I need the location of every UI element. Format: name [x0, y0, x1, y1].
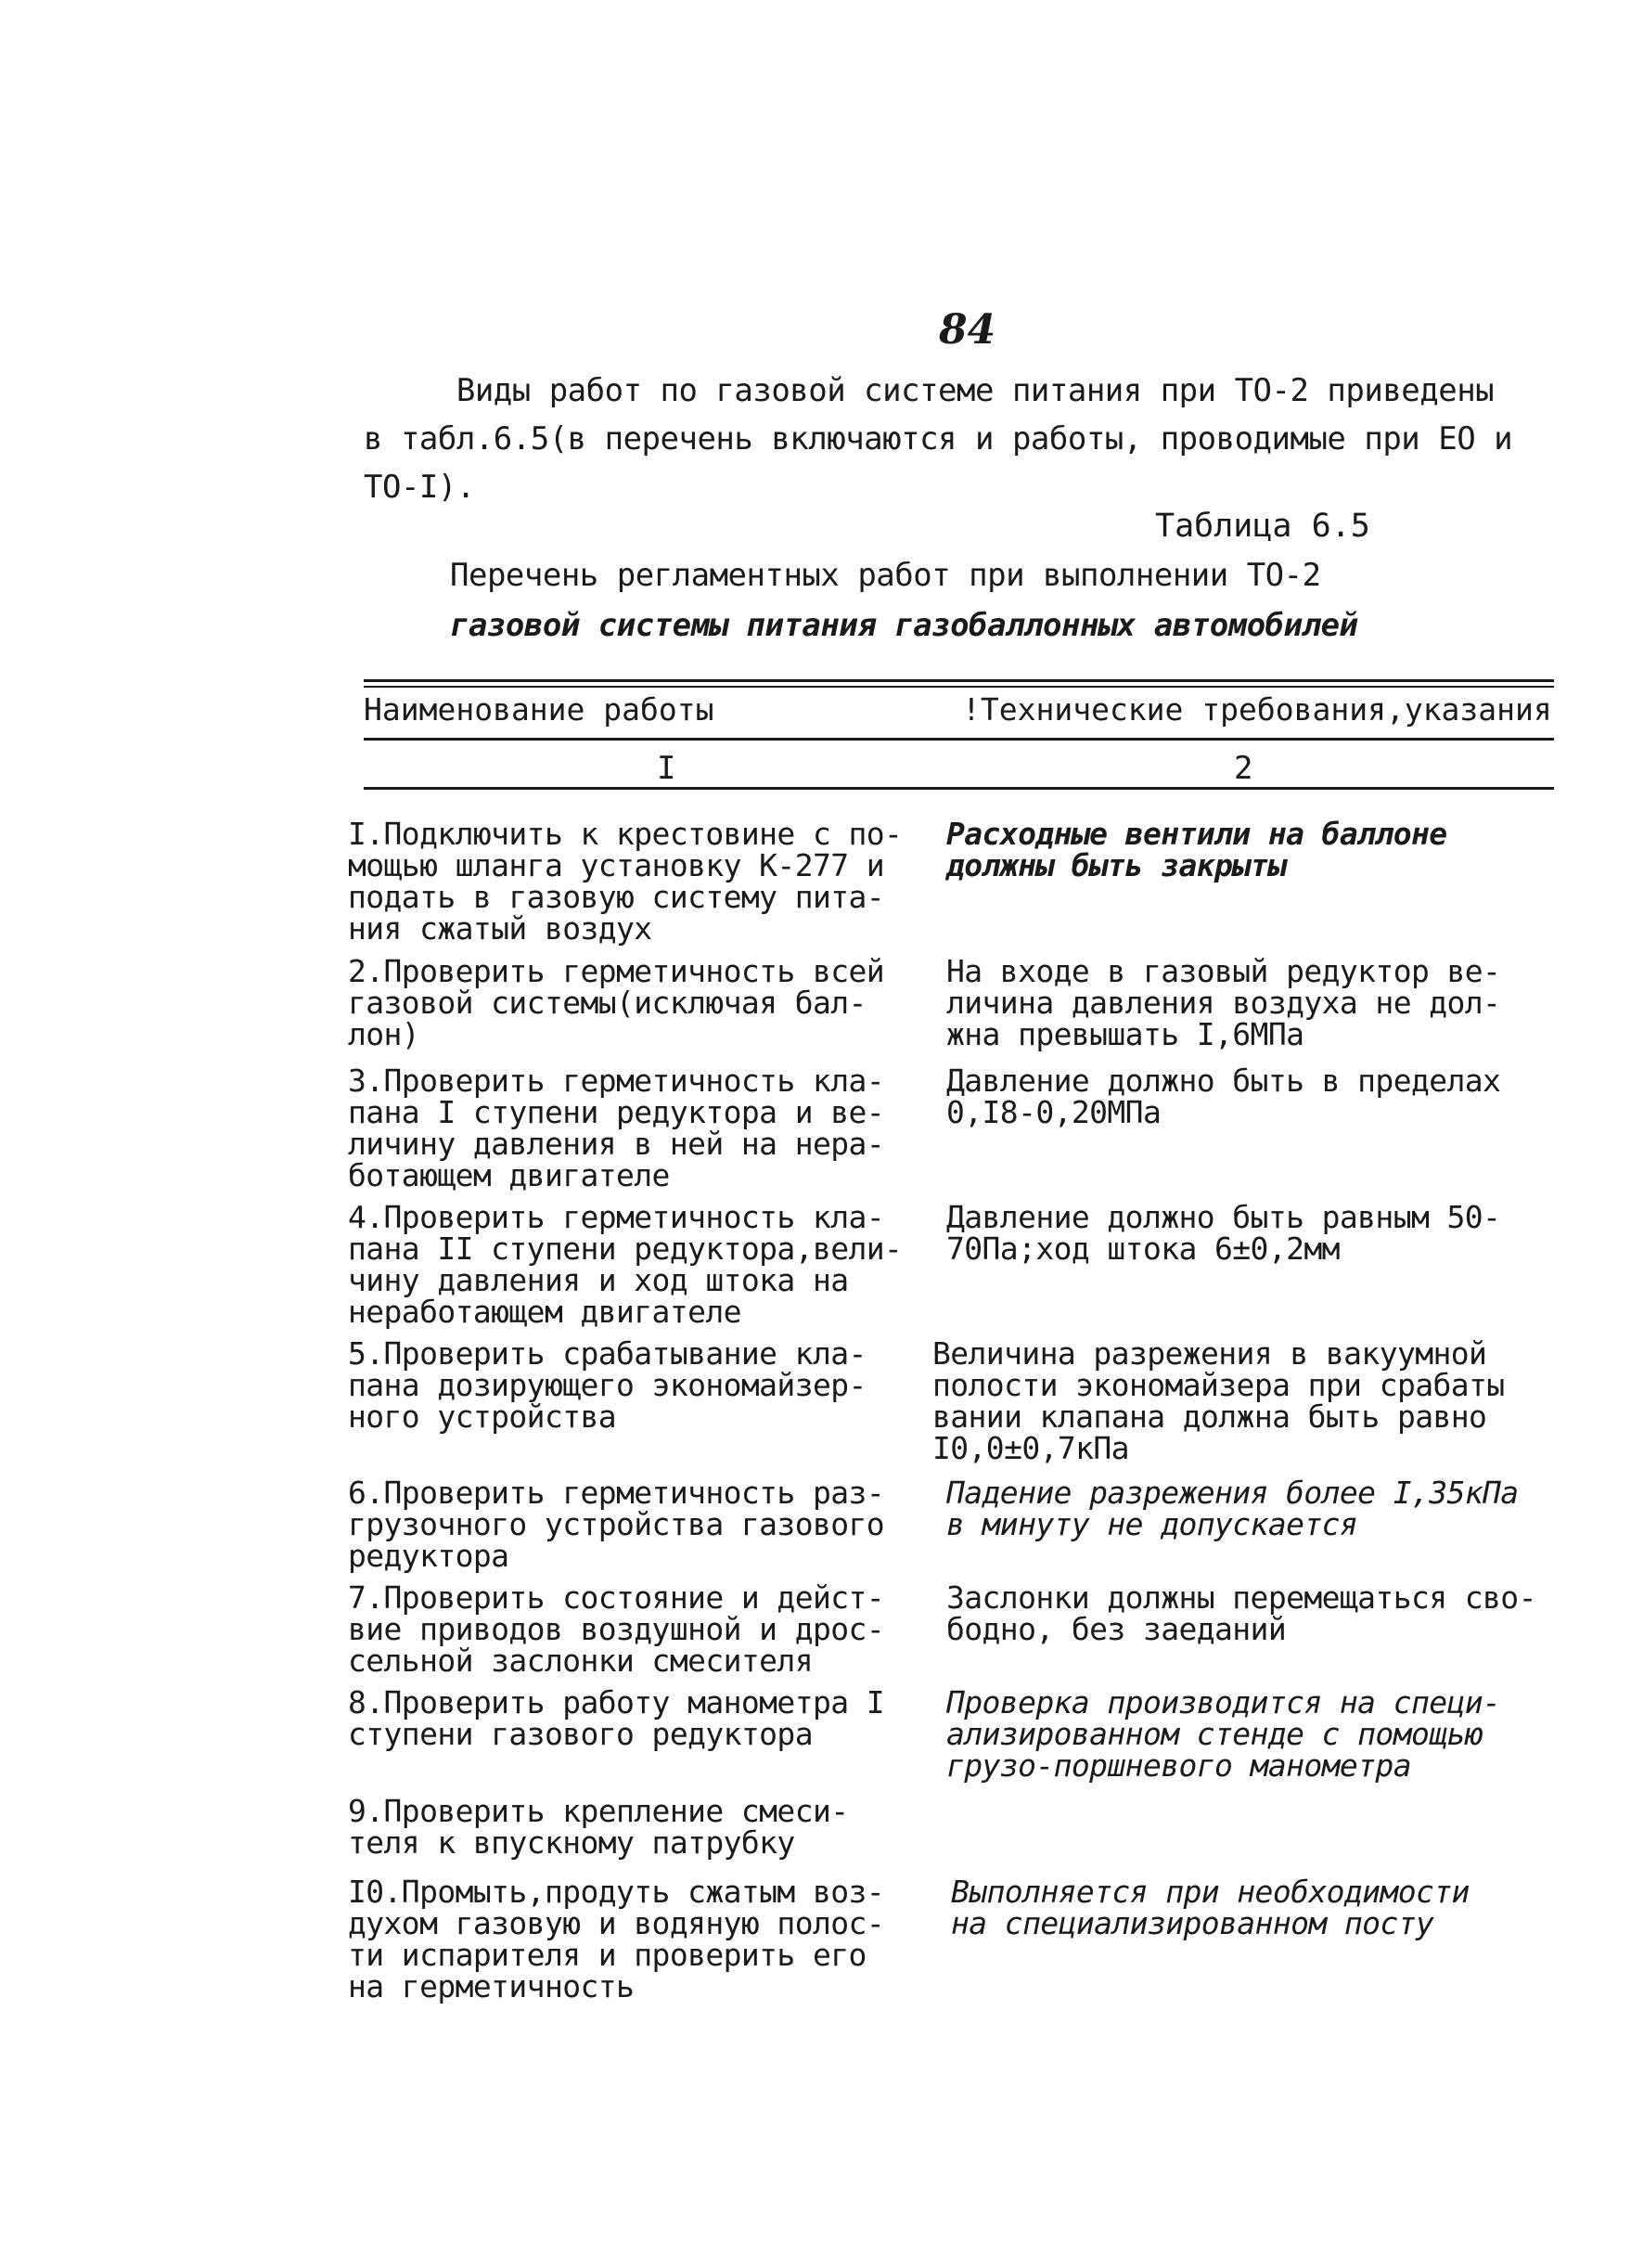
requirement-line: грузо-поршневого манометра [946, 1747, 1411, 1784]
work-cell [348, 1876, 923, 2003]
requirement-line: личина давления воздуха не дол- [946, 985, 1501, 1021]
work-line: 4.Проверить герметичность кла- [348, 1199, 885, 1235]
intro-line: ТО-I). [364, 469, 475, 506]
work-line: ступени газового редуктора [348, 1716, 813, 1752]
requirement-line: вании клапана должна быть равно [932, 1398, 1487, 1435]
work-line: I.Подключить к крестовине с по- [348, 816, 903, 852]
work-line: грузочного устройства газового [348, 1506, 885, 1542]
work-line: подать в газовую систему пита- [348, 879, 885, 915]
work-line: газовой системы(исключая бал- [348, 985, 867, 1021]
work-cell [348, 1199, 923, 1330]
requirement-cell [946, 1477, 1559, 1540]
column-number-rule [364, 787, 1554, 790]
column-number-1: I [657, 750, 676, 787]
work-line: пана I ступени редуктора и ве- [348, 1094, 885, 1130]
requirement-line: Падение разрежения более I,35кПа [946, 1475, 1519, 1511]
work-cell [348, 1579, 923, 1679]
work-line: ного устройства [348, 1398, 617, 1435]
work-cell [348, 953, 923, 1052]
requirement-cell [946, 1065, 1559, 1128]
work-line: I0.Промыть,продуть сжатым воз- [348, 1874, 885, 1910]
table-top-rule-inner [364, 686, 1554, 688]
work-line: пана II ступени редуктора,вели- [348, 1231, 903, 1267]
table-title-line: газовой системы питания газобаллонных автомобилей [450, 607, 1358, 644]
requirement-line: 0,I8-0,20МПа [946, 1094, 1162, 1130]
work-cell [348, 1684, 923, 1752]
work-line: 3.Проверить герметичность кла- [348, 1063, 885, 1099]
table-label: Таблица 6.5 [1155, 508, 1370, 545]
work-cell [348, 1477, 923, 1572]
work-line: 6.Проверить герметичность раз- [348, 1475, 885, 1511]
requirement-line: 70Па;ход штока 6±0,2мм [946, 1231, 1340, 1267]
work-line: ботающем двигателе [348, 1157, 670, 1193]
work-line: ти испарителя и проверить его [348, 1937, 867, 1973]
requirement-line: должны быть закрыты [946, 847, 1287, 883]
requirement-line: в минуту не допускается [946, 1506, 1358, 1542]
requirement-line: Давление должно быть равным 50- [946, 1199, 1501, 1235]
requirement-cell [946, 953, 1559, 1052]
requirement-line: Проверка производится на специ- [946, 1684, 1501, 1720]
work-cell [348, 818, 923, 945]
requirement-cell [951, 1876, 1563, 1939]
intro-line: в табл.6.5(в перечень включаются и работы, проводимые при ЕО и [364, 420, 1513, 457]
work-line: теля к впускному патрубку [348, 1824, 795, 1861]
table-title-line: Перечень регламентных работ при выполнении ТО-2 [450, 557, 1321, 594]
requirement-cell [946, 1684, 1559, 1784]
column-header-requirements: !Технические требования,указания [962, 691, 1552, 728]
work-line: 5.Проверить срабатывание кла- [348, 1335, 867, 1372]
work-line: личину давления в ней на нера- [348, 1126, 885, 1162]
work-line: редуктора [348, 1538, 509, 1574]
requirement-line: Величина разрежения в вакуумной [932, 1335, 1487, 1372]
work-line: сельной заслонки смесителя [348, 1643, 813, 1679]
work-line: чину давления и ход штока на [348, 1262, 849, 1298]
requirement-line: полости экономайзера при срабаты [932, 1367, 1505, 1403]
requirement-cell [932, 1335, 1545, 1466]
work-line: вие приводов воздушной и дрос- [348, 1611, 885, 1647]
requirement-cell [946, 1579, 1559, 1647]
requirement-cell [946, 818, 1559, 882]
work-line: 8.Проверить работу манометра I [348, 1684, 885, 1720]
requirement-line: Выполняется при необходимости [951, 1874, 1470, 1910]
requirement-line: Заслонки должны перемещаться сво- [946, 1579, 1536, 1616]
table-title [450, 550, 1358, 651]
column-header-work: Наименование работы [364, 691, 714, 728]
work-line: пана дозирующего экономайзер- [348, 1367, 867, 1403]
requirement-line: Расходные вентили на баллоне [946, 816, 1447, 852]
table-top-rule [364, 679, 1554, 682]
requirement-line: На входе в газовый редуктор ве- [946, 953, 1501, 989]
work-cell [348, 1065, 923, 1192]
work-line: 9.Проверить крепление смеси- [348, 1793, 849, 1829]
intro-paragraph [364, 367, 1542, 511]
work-line: лон) [348, 1016, 420, 1052]
work-line: 2.Проверить герметичность всей [348, 953, 885, 989]
requirement-line: I0,0±0,7кПа [932, 1430, 1129, 1466]
page-number: 84 [939, 306, 996, 354]
requirement-line: Давление должно быть в пределах [946, 1063, 1501, 1099]
column-number-2: 2 [1234, 750, 1253, 787]
work-cell [348, 1793, 923, 1861]
work-line: духом газовую и водяную полос- [348, 1905, 885, 1941]
requirement-line: ализированном стенде с помощью [946, 1716, 1483, 1752]
requirement-line: на специализированном посту [951, 1905, 1434, 1941]
work-line: неработающем двигателе [348, 1294, 741, 1330]
requirement-line: бодно, без заеданий [946, 1611, 1287, 1647]
work-line: на герметичность [348, 1968, 635, 2004]
requirement-line: жна превышать I,6МПа [946, 1016, 1304, 1052]
header-rule [364, 738, 1554, 741]
intro-line: Виды работ по газовой системе питания при ТО-2 приведены [364, 372, 1495, 409]
work-line: 7.Проверить состояние и дейст- [348, 1579, 885, 1616]
work-line: ния сжатый воздух [348, 910, 652, 947]
work-cell [348, 1335, 923, 1435]
work-line: мощью шланга установку К-277 и [348, 847, 885, 883]
requirement-cell [946, 1199, 1559, 1267]
